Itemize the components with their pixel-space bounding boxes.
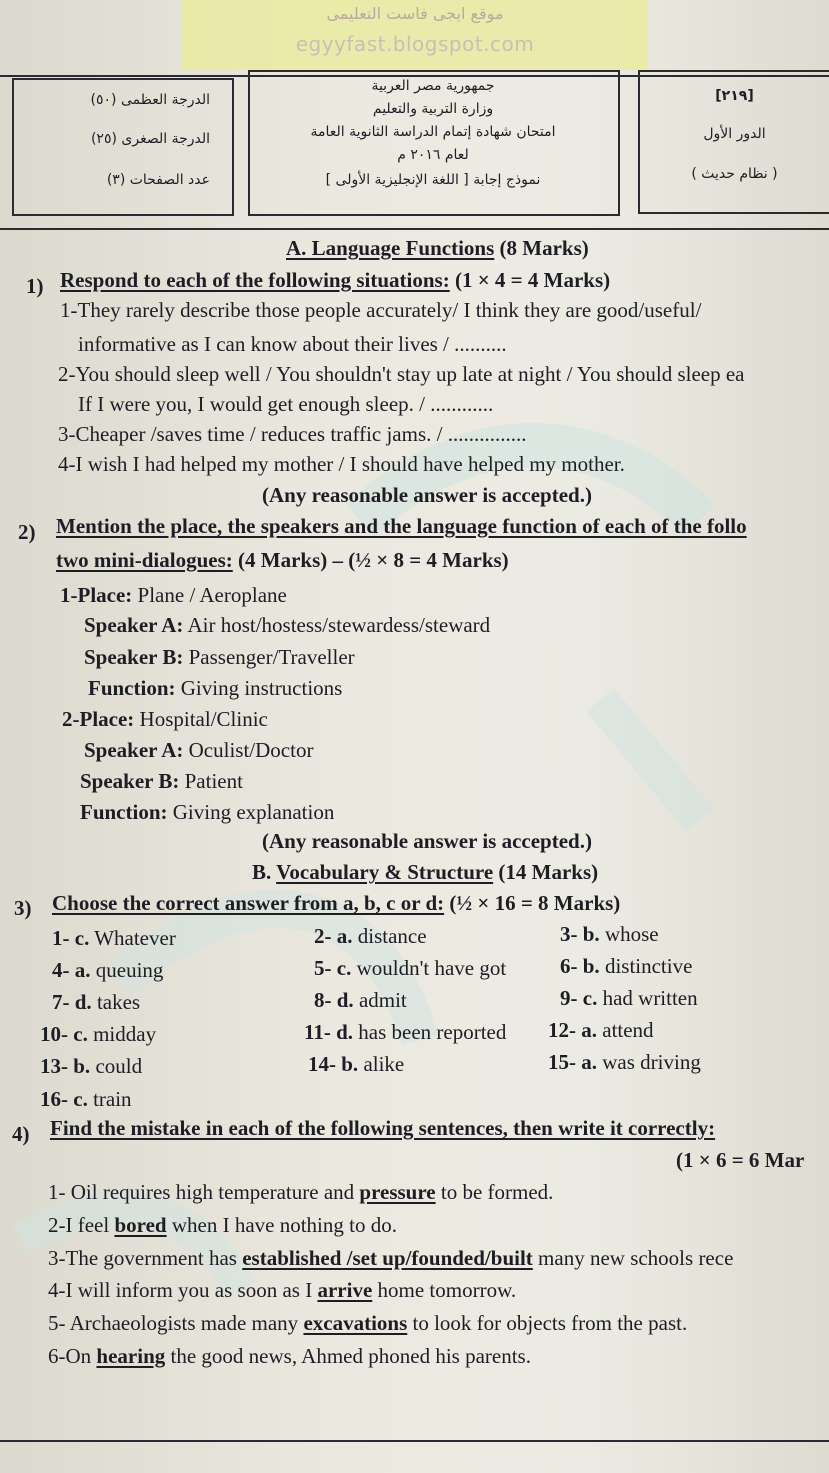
q1-note: (Any reasonable answer is accepted.): [262, 483, 592, 507]
header-ministry: وزارة التربية والتعليم: [372, 101, 494, 117]
section-a-marks: (8 Marks): [494, 236, 589, 260]
q1-number: 1): [26, 274, 44, 298]
q3-answer: 15- a. was driving: [548, 1050, 701, 1074]
q3-answer: 10- c. midday: [40, 1022, 157, 1046]
q3-answer: 11- d. has been reported: [304, 1020, 507, 1044]
exam-code: [٢١٩]: [715, 88, 754, 104]
q4-number: 4): [12, 1122, 30, 1146]
header-exam-title: امتحان شهادة إتمام الدراسة الثانوية العامة: [310, 124, 556, 140]
q1-answer-2a: 2-You should sleep well / You shouldn't stay up late at night / You should sleep ea: [58, 362, 745, 386]
q4-answer-5: 5- Archaeologists made many excavations to look for objects from the past.: [48, 1311, 688, 1335]
q4-title: Find the mistake in each of the following sentences, then write it correctly:: [50, 1116, 716, 1140]
q3-answer: 6- b. distinctive: [560, 954, 693, 978]
q2-note: (Any reasonable answer is accepted.): [262, 829, 592, 853]
q3-answer: 13- b. could: [40, 1054, 143, 1078]
d2-function: Function: Giving explanation: [80, 800, 335, 824]
q3-title: Choose the correct answer from a, b, c or d:: [52, 891, 445, 915]
d1-place: 1-Place: Plane / Aeroplane: [60, 583, 287, 607]
q1-heading: [60, 270, 610, 291]
q3-answer: 1- c. Whatever: [52, 926, 176, 950]
header-year: لعام ٢٠١٦ م: [397, 147, 469, 163]
q2-title-line1: Mention the place, the speakers and the language function of each of the follo: [56, 514, 747, 538]
d1-speaker-b: Speaker B: Passenger/Traveller: [84, 645, 355, 669]
q3-answer: 7- d. takes: [52, 990, 141, 1014]
q2-title-line2: two mini-dialogues:: [56, 548, 233, 572]
q1-answer-3: 3-Cheaper /saves time / reduces traffic jams. / ...............: [58, 422, 527, 446]
min-score-label: الدرجة الصغرى (٢٥): [90, 131, 210, 147]
watermark-url: egyyfast.blogspot.com: [295, 32, 535, 56]
q4-answer-4: 4-I will inform you as soon as I arrive home tomorrow.: [48, 1278, 517, 1302]
section-b-title: Vocabulary & Structure: [276, 860, 494, 884]
q3-marks: (½ × 16 = 8 Marks): [444, 891, 621, 915]
d1-speaker-a: Speaker A: Air host/hostess/stewardess/steward: [84, 613, 491, 637]
header-bottom-rule: [0, 228, 829, 230]
d2-place: 2-Place: Hospital/Clinic: [62, 707, 268, 731]
q4-answer-2: 2-I feel bored when I have nothing to do.: [48, 1213, 397, 1237]
section-b-marks: (14 Marks): [493, 860, 599, 884]
pages-count-label: عدد الصفحات (٣): [106, 172, 210, 188]
q4-marks: (1 × 6 = 6 Mar: [676, 1148, 805, 1172]
q2-heading-line2: [56, 550, 509, 571]
q1-title: Respond to each of the following situations:: [60, 268, 450, 292]
d2-speaker-b: Speaker B: Patient: [80, 769, 243, 793]
watermark-arabic: موقع ايجى فاست التعليمى: [326, 4, 504, 23]
q3-answer: 3- b. whose: [560, 922, 659, 946]
bottom-rule: [0, 1440, 829, 1442]
q4-answer-3: 3-The government has established /set up/founded/built many new schools rece: [48, 1246, 734, 1270]
q2-number: 2): [18, 520, 36, 544]
q1-marks: (1 × 4 = 4 Marks): [449, 268, 611, 292]
q3-answer: 9- c. had written: [560, 986, 698, 1010]
q3-answer: 4- a. queuing: [52, 958, 164, 982]
q3-answer: 2- a. distance: [314, 924, 427, 948]
q3-answer: 12- a. attend: [548, 1018, 654, 1042]
q3-answer: 14- b. alike: [308, 1052, 405, 1076]
q3-answer: 8- d. admit: [314, 988, 407, 1012]
q3-number: 3): [14, 896, 32, 920]
q3-heading: [52, 893, 620, 914]
exam-session: الدور الأول: [703, 126, 766, 142]
q1-answer-2b: If I were you, I would get enough sleep. / ............: [78, 392, 494, 416]
q1-answer-1a: 1-They rarely describe those people accurately/ I think they are good/useful/: [60, 298, 702, 322]
q2-marks: (4 Marks) – (½ × 8 = 4 Marks): [232, 548, 509, 572]
header-country: جمهورية مصر العربية: [371, 78, 495, 94]
exam-system: ( نظام حديث ): [691, 166, 778, 182]
d1-function: Function: Giving instructions: [88, 676, 343, 700]
q1-answer-4: 4-I wish I had helped my mother / I should have helped my mother.: [58, 452, 625, 476]
q3-answer: 5- c. wouldn't have got: [314, 956, 507, 980]
q4-answer-6: 6-On hearing the good news, Ahmed phoned his parents.: [48, 1344, 531, 1368]
q4-answer-1: 1- Oil requires high temperature and pressure to be formed.: [48, 1180, 554, 1204]
q1-answer-1b: informative as I can know about their lives / ..........: [78, 332, 507, 356]
d2-speaker-a: Speaker A: Oculist/Doctor: [84, 738, 314, 762]
section-b-heading: B. Vocabulary & Structure (14 Marks): [252, 860, 599, 884]
max-score-label: الدرجة العظمى (٥٠): [90, 92, 210, 108]
section-a-heading: [286, 238, 589, 259]
q3-answer: 16- c. train: [40, 1087, 132, 1111]
section-a-title: A. Language Functions: [286, 236, 495, 260]
header-model-answer: نموذج إجابة [ اللغة الإنجليزية الأولى ]: [325, 172, 541, 188]
